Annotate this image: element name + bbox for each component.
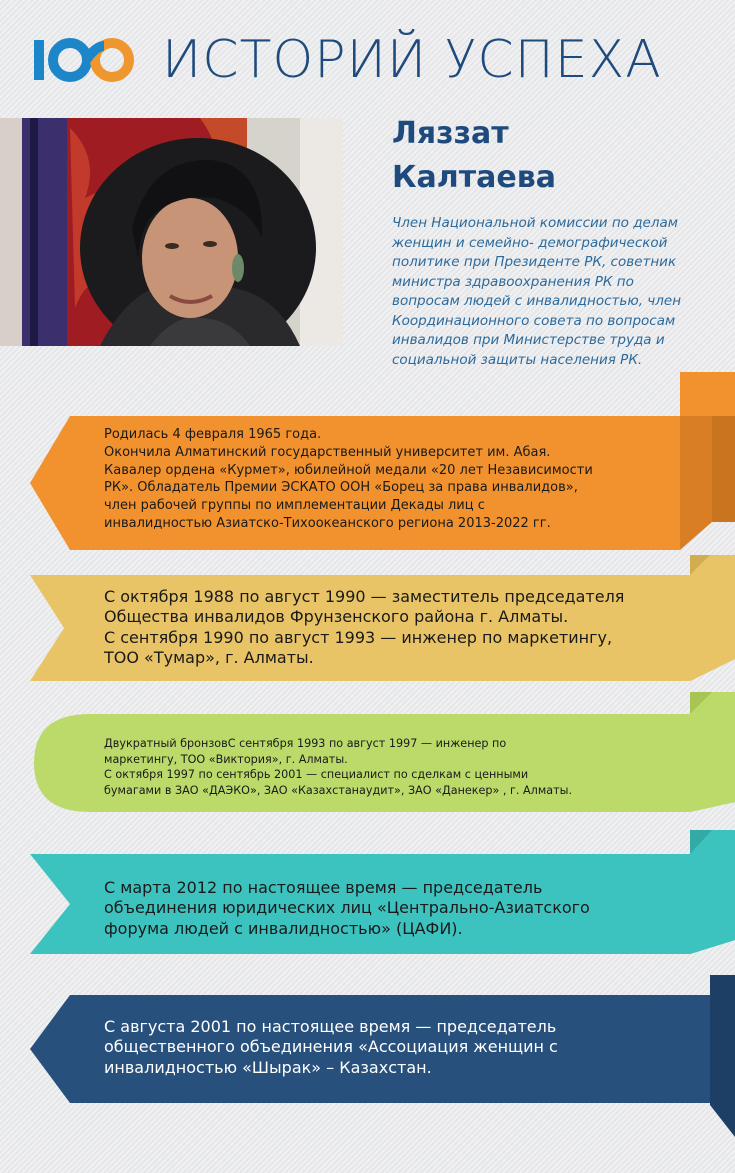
timeline-ribbon-4 <box>0 830 735 960</box>
person-bio: Член Национальной комиссии по делам женщин и семейно- демографической политике при Президенте РК, советник министра здравоохранения РК по вопросам людей с инвалидностью, член Координационного совета по вопросам инвалидов при Министерстве труда и социальной защиты населения РК. <box>392 215 682 368</box>
100-logo <box>34 32 142 86</box>
ribbon-2-text <box>104 587 664 669</box>
ribbon-line: Кавалер ордена «Курмет», юбилейной медали «20 лет Независимости <box>104 462 593 478</box>
ribbon-line: форума людей с инвалидностью» (ЦАФИ). <box>104 918 463 938</box>
page-title: ИСТОРИЙ УСПЕХА <box>162 30 662 90</box>
ribbon-1-text <box>104 426 664 533</box>
ribbon-line: С сентября 1990 по август 1993 — инженер по маркетингу, <box>104 627 613 647</box>
ribbon-line: Общества инвалидов Фрунзенского района г. Алматы. <box>104 607 569 627</box>
first-name: Ляззат <box>392 116 509 151</box>
ribbon-4-text <box>104 878 664 939</box>
timeline-ribbon-3 <box>0 692 735 822</box>
ribbon-line: маркетингу, ТОО «Виктория», г. Алматы. <box>104 752 348 766</box>
ribbon-line: общественного объединения «Ассоциация женщин с <box>104 1037 558 1057</box>
ribbon-line: Родилась 4 февраля 1965 года. <box>104 427 322 442</box>
ribbon-line: С августа 2001 по настоящее время — председатель <box>104 1017 557 1036</box>
ribbon-line: ТОО «Тумар», г. Алматы. <box>104 648 314 668</box>
last-name: Калтаева <box>392 160 556 195</box>
ribbon-line: инвалидностью «Шырак» – Казахстан. <box>104 1057 432 1077</box>
ribbon-line: Окончила Алматинский государственный университет им. Абая. <box>104 444 551 460</box>
ribbon-line: инвалидностью Азиатско-Тихоокеанского региона 2013-2022 гг. <box>104 515 551 531</box>
ribbon-line: С марта 2012 по настоящее время — председатель <box>104 878 543 897</box>
ribbon-line: РК». Обладатель Премии ЭСКАТО ООН «Борец за права инвалидов», <box>104 480 578 496</box>
timeline-ribbon-5 <box>0 975 735 1137</box>
ribbon-3-text <box>104 736 664 798</box>
person-name <box>392 112 712 200</box>
timeline-ribbon-2 <box>0 555 735 683</box>
timeline-ribbon-1 <box>0 372 735 552</box>
ribbon-line: Двукратный бронзовС сентября 1993 по август 1997 — инженер по <box>104 737 507 750</box>
ribbon-line: С октября 1988 по август 1990 — заместитель председателя <box>104 587 625 606</box>
ribbon-line: бумагами в ЗАО «ДАЭКО», ЗАО «Казахстанаудит», ЗАО «Данекер» , г. Алматы. <box>104 783 573 797</box>
ribbon-line: объединения юридических лиц «Центрально-Азиатского <box>104 898 590 918</box>
ribbon-5-text <box>104 1017 664 1078</box>
ribbon-line: С октября 1997 по сентябрь 2001 — специалист по сделкам с ценными <box>104 768 529 781</box>
ribbon-line: член рабочей группы по имплементации Декады лиц с <box>104 498 485 514</box>
portrait-photo <box>0 118 343 346</box>
header <box>34 28 714 90</box>
